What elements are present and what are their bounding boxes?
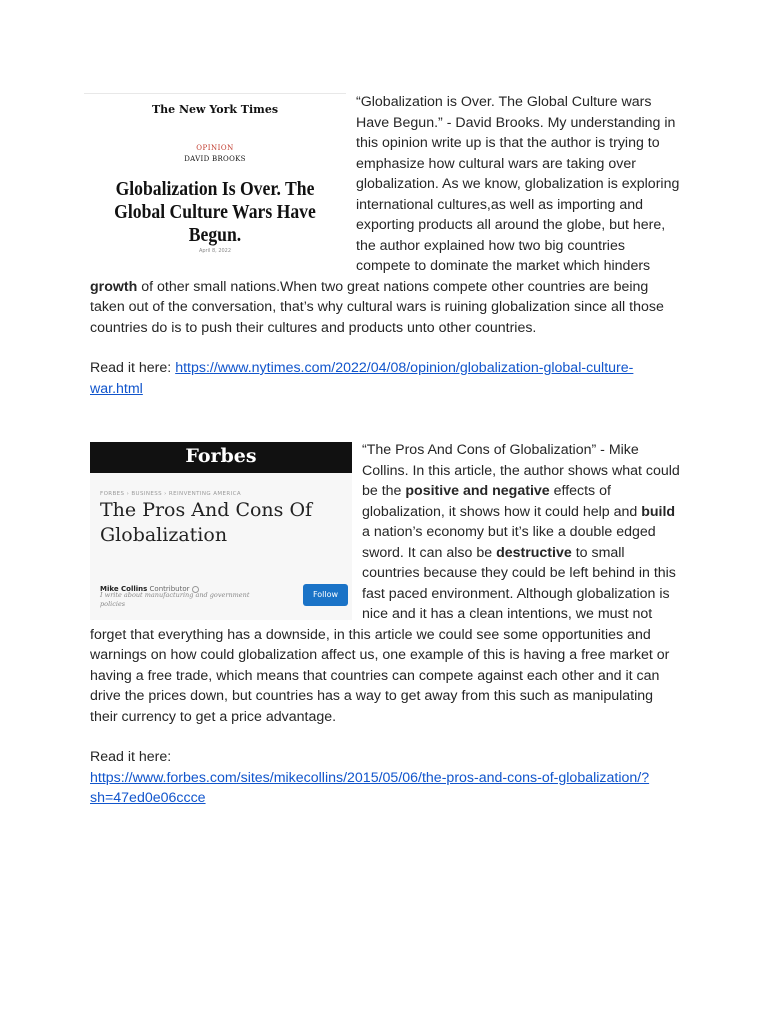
forbes-read-line bbox=[90, 768, 680, 809]
forbes-bio: I write about manufacturing and government policies bbox=[100, 591, 250, 608]
forbes-bold-positive-negative: positive and negative bbox=[405, 483, 550, 499]
forbes-summary-part2: effects of globalization, it shows how it could help and bbox=[362, 483, 642, 520]
nyt-read-line bbox=[90, 358, 680, 399]
forbes-bold-build: build bbox=[641, 503, 676, 520]
forbes-headline: The Pros And Cons Of Globalization bbox=[100, 499, 313, 546]
nyt-article-image bbox=[84, 93, 346, 258]
forbes-summary-part1: “The Pros And Cons of Globalization” - Mike Collins. In this article, the author shows what could be the bbox=[362, 442, 680, 499]
nyt-article-link[interactable]: https://www.nytimes.com/2022/04/08/opinion/globalization-global-culture-war.html bbox=[90, 360, 634, 397]
forbes-role: Contributor bbox=[149, 585, 190, 593]
nyt-author: DAVID BROOKS bbox=[184, 155, 246, 163]
article-nyt-section bbox=[90, 92, 680, 399]
nyt-summary-intro: “Globalization is Over. The Global Culture wars Have Begun.” - David Brooks. My understanding in this opinion write up is that the author is trying to emphasize how cultural wars are taking over globalization. As we know, globalization is exploring international cultures,as well as importing and exporting products all around the globe, but here, the author explained how two big countries compete to dominate the market which hinders bbox=[356, 94, 680, 274]
forbes-author: Mike Collins bbox=[100, 585, 148, 593]
forbes-breadcrumb: FORBES › BUSINESS › REINVENTING AMERICA bbox=[100, 491, 242, 497]
forbes-logo: Forbes bbox=[185, 445, 257, 467]
follow-button: Follow bbox=[303, 584, 348, 606]
nyt-masthead: The New York Times bbox=[151, 103, 279, 116]
forbes-summary-part3: a nation’s economy but it’s like a double edged sword. It can also be bbox=[362, 524, 656, 561]
forbes-summary-part4: to small countries because they could be left behind in this fast paced environment. Although globalization is nice and it has a clean intentions, we must not forget that everything has a downside, in this article we could see some opportunities and warnings on how could globalization affect us, one example of this is having a free market or having a free trade, which means that countries can compete against each other and it can drive the prices down, but countries has a way to get away from this such as manipulating their currency to get a price advantage. bbox=[90, 544, 676, 725]
forbes-bold-destructive: destructive bbox=[496, 544, 572, 561]
nyt-headline: Globalization Is Over. The Global Culture Wars Have Begun. bbox=[114, 178, 316, 246]
article-forbes-section bbox=[90, 440, 680, 809]
forbes-article-link[interactable]: https://www.forbes.com/sites/mikecollins/2015/05/06/the-pros-and-cons-of-globalization/?sh=47ed0e06ccce bbox=[90, 769, 650, 806]
forbes-article-image bbox=[90, 442, 352, 620]
nyt-summary-rest: of other small nations.When two great nations compete other countries are being taken out of the conversation, that’s why cultural wars is ruining globalization since all those countries do is to push their cultures and products unto other countries. bbox=[90, 278, 664, 336]
forbes-read-label: Read it here: bbox=[90, 749, 172, 765]
nyt-summary-bold-growth: growth bbox=[90, 278, 138, 295]
nyt-date: April 8, 2022 bbox=[198, 248, 232, 254]
nyt-section-label: OPINION bbox=[196, 144, 234, 152]
nyt-read-label: Read it here: bbox=[90, 360, 176, 376]
